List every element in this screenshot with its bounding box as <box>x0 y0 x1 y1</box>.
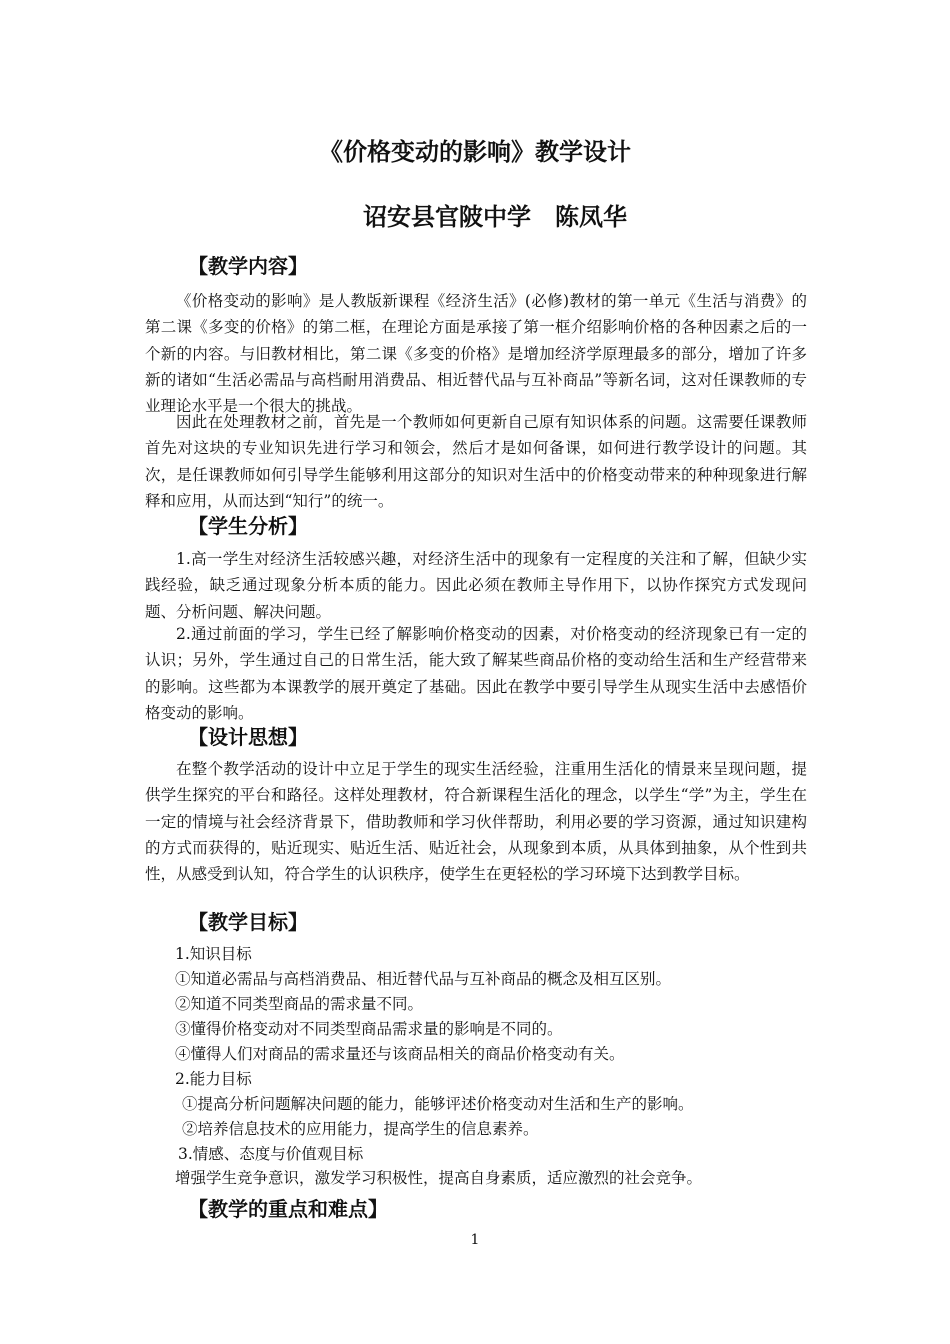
paragraph: 因此在处理教材之前，首先是一个教师如何更新自己原有知识体系的问题。这需要任课教师首先对这块的专业知识先进行学习和领会，然后才是如何备课，如何进行教学设计的问题。其次，是任课教师如何引导学生能够利用这部分的知识对生活中的价格变动带来的种种现象进行解释和应用，从而达到“知行”的统一。 <box>145 413 807 510</box>
paragraph: 在整个教学活动的设计中立足于学生的现实生活经验，注重用生活化的情景来呈现问题，提供学生探究的平台和路径。这样处理教材，符合新课程生活化的理念，以学生“学”为主，学生在一定的情境与社会经济背景下，借助教师和学习伙伴帮助，利用必要的学习资源，通过知识建构的方式而获得的，贴近现实、贴近生活、贴近社会，从现象到本质，从具体到抽象，从个性到共性，从感受到认知，符合学生的认识秩序，使学生在更轻松的学习环境下达到教学目标。 <box>145 760 807 884</box>
document-title: 《价格变动的影响》教学设计 <box>319 138 631 166</box>
paragraph: 1.高一学生对经济生活较感兴趣，对经济生活中的现象有一定程度的关注和了解，但缺少实践经验，缺乏通过现象分析本质的能力。因此必须在教师主导作用下，以协作探究方式发现问题、分析问题、解决问题。 <box>145 550 807 621</box>
goal-line: ④懂得人们对商品的需求量还与该商品相关的商品价格变动有关。 <box>175 1045 625 1063</box>
goal-line: ②培养信息技术的应用能力，提高学生的信息素养。 <box>182 1120 539 1138</box>
paragraph: 2.通过前面的学习，学生已经了解影响价格变动的因素，对价格变动的经济现象已有一定的认识；另外，学生通过自己的日常生活，能大致了解某些商品价格的变动给生活和生产经营带来的影响。这些都为本课教学的展开奠定了基础。因此在教学中要引导学生从现实生活中去感悟价格变动的影响。 <box>145 625 807 722</box>
heading-student-analysis: 【学生分析】 <box>188 514 308 538</box>
goal-line: ③懂得价格变动对不同类型商品需求量的影响是不同的。 <box>175 1020 563 1038</box>
goal-line: 1.知识目标 <box>175 945 252 963</box>
goal-line: ②知道不同类型商品的需求量不同。 <box>175 995 424 1013</box>
goal-line: 2.能力目标 <box>175 1070 252 1088</box>
goal-line: 增强学生竞争意识，激发学习积极性，提高自身素质，适应激烈的社会竞争。 <box>175 1169 703 1187</box>
goal-line: 3.情感、态度与价值观目标 <box>178 1145 364 1163</box>
goal-line: ①知道必需品与高档消费品、相近替代品与互补商品的概念及相互区别。 <box>175 970 672 988</box>
heading-teaching-content: 【教学内容】 <box>188 254 308 278</box>
goal-line: ①提高分析问题解决问题的能力，能够评述价格变动对生活和生产的影响。 <box>182 1095 694 1113</box>
heading-teaching-goals: 【教学目标】 <box>188 910 308 934</box>
paragraph: 《价格变动的影响》是人教版新课程《经济生活》(必修)教材的第一单元《生活与消费》的第二课《多变的价格》的第二框，在理论方面是承接了第一框介绍影响价格的各种因素之后的一个新的内容。与旧教材相比，第二课《多变的价格》是增加经济学原理最多的部分，增加了许多新的诸如“生活必需品与高档耐用消费品、相近替代品与互补商品”等新名词，这对任课教师的专业理论水平是一个很大的挑战。 <box>145 292 807 416</box>
heading-key-points: 【教学的重点和难点】 <box>188 1197 388 1221</box>
author-line: 诏安县官陂中学 陈凤华 <box>363 203 627 231</box>
heading-design-thinking: 【设计思想】 <box>188 725 308 749</box>
page-number: 1 <box>470 1232 480 1248</box>
